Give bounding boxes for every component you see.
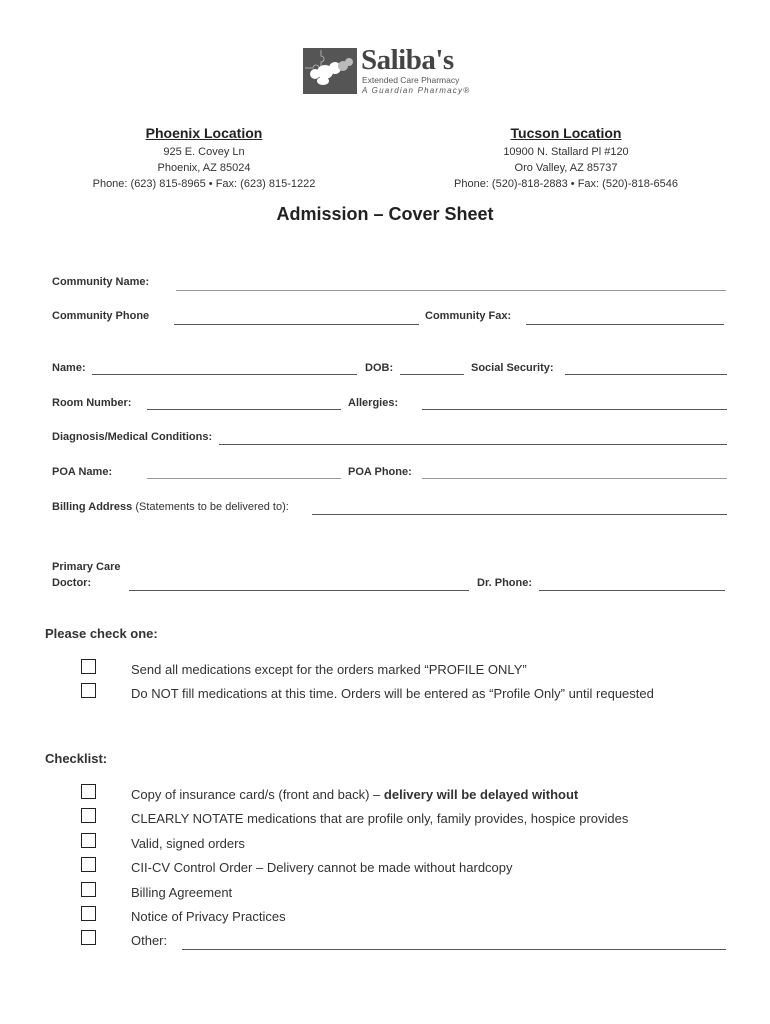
- checklist-signed-orders: Valid, signed orders: [131, 836, 245, 851]
- dr-phone-label: Dr. Phone:: [477, 577, 533, 589]
- checklist-privacy-practices: Notice of Privacy Practices: [131, 909, 286, 924]
- allergies-label: Allergies:: [348, 397, 399, 409]
- checkbox-other[interactable]: [81, 930, 96, 945]
- name-field[interactable]: [92, 374, 357, 375]
- option-do-not-fill: Do NOT fill medications at this time. Orders will be entered as “Profile Only” until requested: [131, 686, 654, 701]
- checklist-other: Other:: [131, 933, 168, 948]
- insurance-card-text: Copy of insurance card/s (front and back) –: [131, 787, 384, 802]
- insurance-card-warning: delivery will be delayed without: [383, 787, 579, 802]
- other-field[interactable]: [182, 949, 726, 950]
- community-phone-field[interactable]: [174, 324, 419, 325]
- checklist-billing-agreement: Billing Agreement: [131, 885, 233, 900]
- poa-phone-field[interactable]: [422, 478, 727, 479]
- dob-label: DOB:: [365, 362, 394, 374]
- checkbox-do-not-fill[interactable]: [81, 683, 96, 698]
- allergies-field[interactable]: [422, 409, 727, 410]
- diagnosis-label: Diagnosis/Medical Conditions:: [52, 431, 213, 443]
- dr-phone-field[interactable]: [539, 590, 725, 591]
- community-fax-field[interactable]: [526, 324, 724, 325]
- checklist-clearly-notate: CLEARLY NOTATE medications that are profile only, family provides, hospice provides: [131, 811, 629, 826]
- community-fax-label: Community Fax:: [425, 310, 512, 322]
- phoenix-address-line1: 925 E. Covey Ln: [163, 146, 245, 158]
- tucson-location-title: Tucson Location: [510, 125, 622, 141]
- billing-address-note: (Statements to be delivered to):: [135, 501, 289, 513]
- checklist-insurance-card: [131, 787, 578, 802]
- logo-subtitle: Extended Care Pharmacy: [362, 75, 460, 85]
- pharmacy-logo: [303, 44, 473, 98]
- logo-name: Saliba's: [361, 44, 454, 76]
- billing-address-label: [52, 501, 289, 513]
- room-number-field[interactable]: [147, 409, 341, 410]
- checkbox-billing-agreement[interactable]: [81, 882, 96, 897]
- community-name-field[interactable]: [176, 290, 726, 291]
- billing-address-title: Billing Address: [52, 501, 133, 513]
- diagnosis-field[interactable]: [219, 444, 727, 445]
- tucson-contact: Phone: (520)-818-2883 • Fax: (520)-818-6546: [454, 178, 678, 190]
- primary-care-label-line1: Primary Care: [52, 561, 121, 573]
- checkbox-clearly-notate[interactable]: [81, 808, 96, 823]
- logo-tagline: A Guardian Pharmacy®: [362, 86, 471, 95]
- checkbox-send-all[interactable]: [81, 659, 96, 674]
- room-number-label: Room Number:: [52, 397, 132, 409]
- primary-care-doctor-field[interactable]: [129, 590, 469, 591]
- poa-name-label: POA Name:: [52, 466, 113, 478]
- name-label: Name:: [52, 362, 86, 374]
- tucson-address-line2: Oro Valley, AZ 85737: [514, 162, 618, 174]
- community-phone-label: Community Phone: [52, 310, 150, 322]
- document-title: Admission – Cover Sheet: [276, 204, 494, 224]
- dob-field[interactable]: [400, 374, 464, 375]
- phoenix-address-line2: Phoenix, AZ 85024: [157, 162, 251, 174]
- check-one-heading: Please check one:: [45, 626, 158, 641]
- poa-name-field[interactable]: [147, 478, 341, 479]
- checklist-control-order: CII-CV Control Order – Delivery cannot be made without hardcopy: [131, 860, 513, 875]
- phoenix-location-title: Phoenix Location: [145, 125, 263, 141]
- community-name-label: Community Name:: [52, 276, 150, 288]
- option-send-all: Send all medications except for the orders marked “PROFILE ONLY”: [131, 662, 527, 677]
- tucson-address-line1: 10900 N. Stallard Pl #120: [503, 146, 629, 158]
- primary-care-label-line2: Doctor:: [52, 577, 92, 589]
- phoenix-contact: Phone: (623) 815-8965 • Fax: (623) 815-1222: [92, 178, 316, 190]
- checkbox-privacy-practices[interactable]: [81, 906, 96, 921]
- poa-phone-label: POA Phone:: [348, 466, 412, 478]
- social-security-field[interactable]: [565, 374, 727, 375]
- phoenix-location: [70, 124, 338, 192]
- checkbox-insurance-card[interactable]: [81, 784, 96, 799]
- puzzle-logo-icon: [303, 48, 357, 94]
- billing-address-field[interactable]: [312, 514, 727, 515]
- checkbox-control-order[interactable]: [81, 857, 96, 872]
- tucson-location: [430, 124, 702, 192]
- checklist-heading: Checklist:: [45, 751, 108, 766]
- social-security-label: Social Security:: [471, 362, 554, 374]
- checkbox-signed-orders[interactable]: [81, 833, 96, 848]
